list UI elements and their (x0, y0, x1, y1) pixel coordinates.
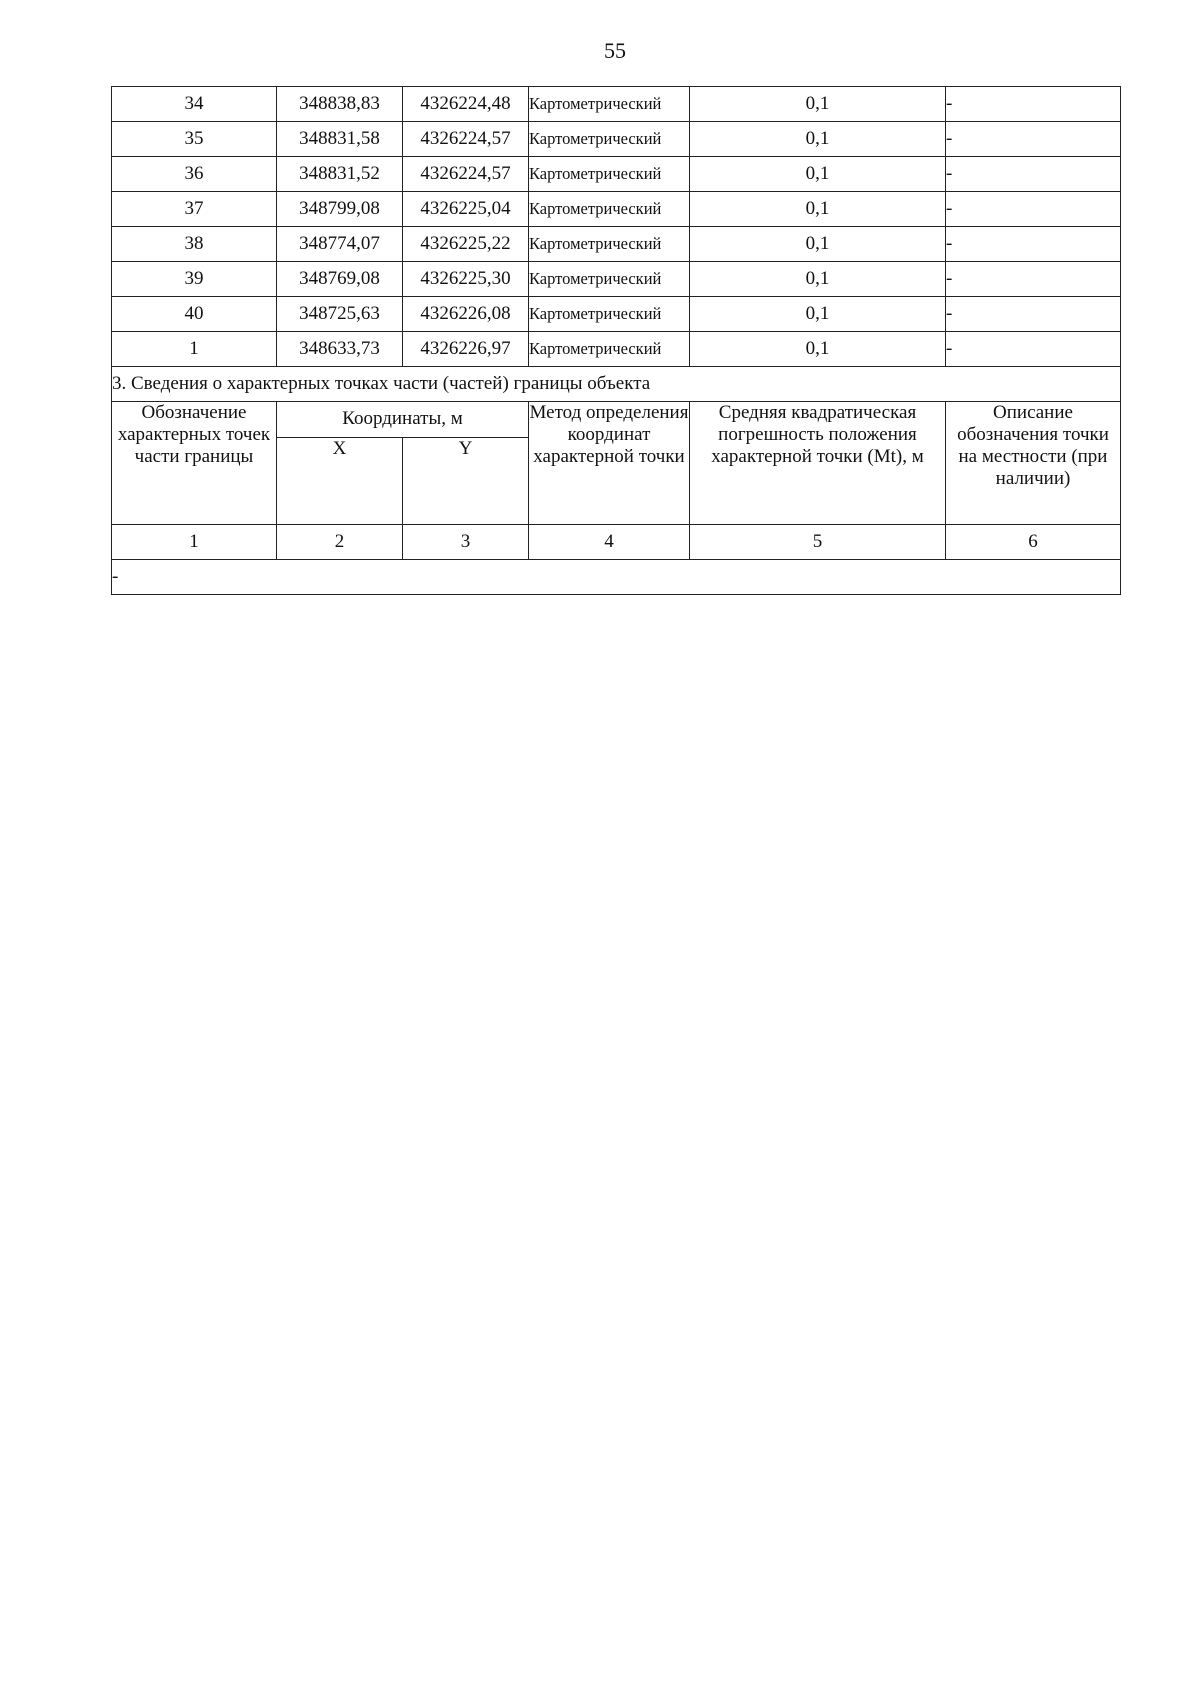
x-cell: 348774,07 (277, 227, 403, 262)
page-number: 55 (604, 38, 626, 63)
description-cell: - (946, 192, 1121, 227)
column-number: 5 (690, 525, 946, 560)
y-cell: 4326224,48 (403, 87, 529, 122)
description-cell: - (946, 122, 1121, 157)
header-designation: Обозначение характерных точек части границы (112, 402, 277, 525)
header-y: Y (403, 437, 529, 524)
x-cell: 348799,08 (277, 192, 403, 227)
method-cell: Картометрический (529, 87, 690, 122)
description-cell: - (946, 87, 1121, 122)
section-3-title: 3. Сведения о характерных точках части (частей) границы объекта (112, 367, 1121, 402)
y-cell: 4326225,30 (403, 262, 529, 297)
column-number: 1 (112, 525, 277, 560)
column-number: 4 (529, 525, 690, 560)
description-cell: - (946, 157, 1121, 192)
point-cell: 34 (112, 87, 277, 122)
y-cell: 4326226,97 (403, 332, 529, 367)
header-coordinates: Координаты, м (277, 402, 529, 438)
method-cell: Картометрический (529, 297, 690, 332)
x-cell: 348831,58 (277, 122, 403, 157)
error-cell: 0,1 (690, 332, 946, 367)
error-cell: 0,1 (690, 157, 946, 192)
method-cell: Картометрический (529, 192, 690, 227)
x-cell: 348838,83 (277, 87, 403, 122)
empty-row-marker: - (112, 560, 1121, 595)
x-cell: 348769,08 (277, 262, 403, 297)
description-cell: - (946, 297, 1121, 332)
error-cell: 0,1 (690, 87, 946, 122)
error-cell: 0,1 (690, 122, 946, 157)
points-table (111, 86, 1121, 595)
point-cell: 37 (112, 192, 277, 227)
header-method: Метод определения координат характерной точки (529, 402, 690, 525)
point-cell: 35 (112, 122, 277, 157)
x-cell: 348725,63 (277, 297, 403, 332)
error-cell: 0,1 (690, 192, 946, 227)
header-x: X (277, 437, 403, 524)
method-cell: Картометрический (529, 122, 690, 157)
x-cell: 348831,52 (277, 157, 403, 192)
points-table-body (112, 87, 1121, 367)
description-cell: - (946, 227, 1121, 262)
method-cell: Картометрический (529, 157, 690, 192)
column-number: 6 (946, 525, 1121, 560)
error-cell: 0,1 (690, 227, 946, 262)
table-row (112, 157, 1121, 192)
y-cell: 4326224,57 (403, 122, 529, 157)
column-number: 2 (277, 525, 403, 560)
method-cell: Картометрический (529, 262, 690, 297)
x-cell: 348633,73 (277, 332, 403, 367)
method-cell: Картометрический (529, 227, 690, 262)
header-description: Описание обозначения точки на местности (при наличии) (946, 402, 1121, 525)
method-cell: Картометрический (529, 332, 690, 367)
table-row (112, 87, 1121, 122)
description-cell: - (946, 332, 1121, 367)
y-cell: 4326225,04 (403, 192, 529, 227)
table-row (112, 122, 1121, 157)
table-row (112, 227, 1121, 262)
table-row (112, 332, 1121, 367)
error-cell: 0,1 (690, 297, 946, 332)
point-cell: 39 (112, 262, 277, 297)
error-cell: 0,1 (690, 262, 946, 297)
table-row (112, 297, 1121, 332)
point-cell: 36 (112, 157, 277, 192)
table-row (112, 192, 1121, 227)
point-cell: 40 (112, 297, 277, 332)
header-error: Средняя квадратическая погрешность положения характерной точки (Mt), м (690, 402, 946, 525)
point-cell: 38 (112, 227, 277, 262)
description-cell: - (946, 262, 1121, 297)
y-cell: 4326224,57 (403, 157, 529, 192)
y-cell: 4326225,22 (403, 227, 529, 262)
table-row (112, 262, 1121, 297)
point-cell: 1 (112, 332, 277, 367)
y-cell: 4326226,08 (403, 297, 529, 332)
column-number: 3 (403, 525, 529, 560)
